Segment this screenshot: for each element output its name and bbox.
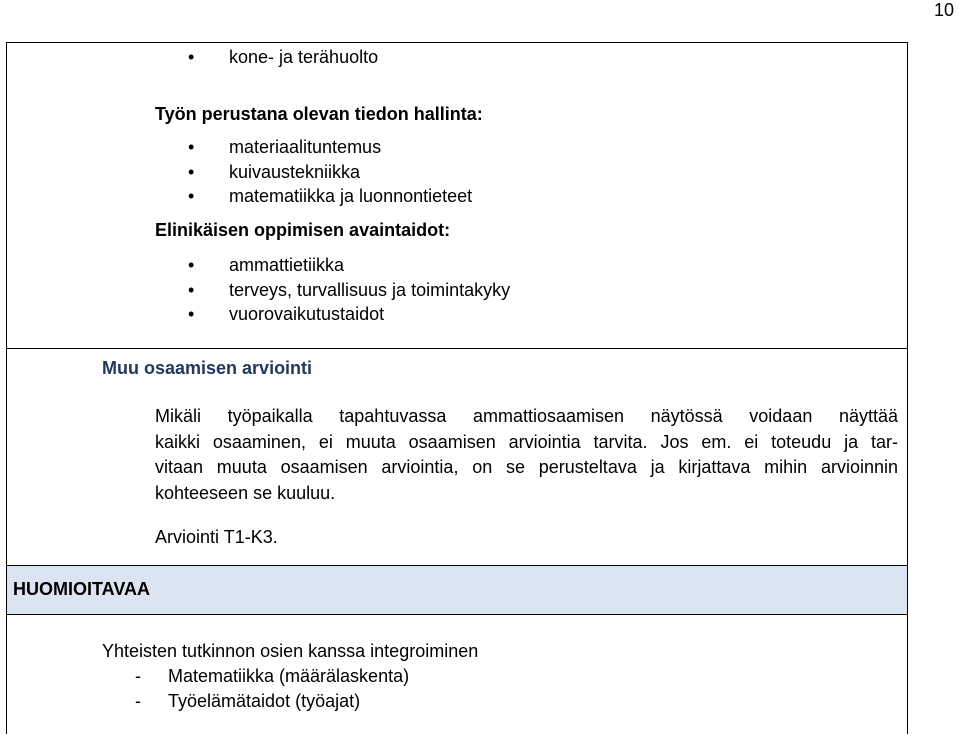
heading-elinikainen: Elinikäisen oppimisen avaintaidot: <box>155 220 451 240</box>
section-title-muu-osaaminen: Muu osaamisen arviointi <box>102 358 313 378</box>
list-item: • terveys, turvallisuus ja toimintakyky <box>229 278 510 303</box>
paragraph-line: kohteeseen se kuuluu. <box>155 482 336 503</box>
list-item: • kuivaustekniikka <box>229 160 472 185</box>
elinikainen-bullet-list <box>229 253 510 327</box>
huomioitavaa-band <box>7 565 907 615</box>
list-item: • matematiikka ja luonnontieteet <box>229 184 472 209</box>
integration-list <box>135 664 409 713</box>
list-item: - Matematiikka (määrälaskenta) <box>135 664 409 689</box>
integration-intro: Yhteisten tutkinnon osien kanssa integroiminen <box>102 641 479 661</box>
list-item: - Työelämätaidot (työajat) <box>135 689 409 714</box>
paragraph-line: vitaan muuta osaamisen arviointia, on se perusteltava ja kirjattava mihin arvioinnin <box>155 457 898 477</box>
list-item: • ammattietiikka <box>229 253 510 278</box>
list-item: • materiaalituntemus <box>229 135 472 160</box>
top-bullet-list <box>229 45 378 70</box>
list-item: • kone- ja terähuolto <box>229 45 378 70</box>
paragraph-line: kaikki osaaminen, ei muuta osaamisen arviointia tarvita. Jos em. ei toteudu ja tar- <box>155 431 898 452</box>
huomioitavaa-label: HUOMIOITAVAA <box>13 579 150 599</box>
tieto-bullet-list <box>229 135 472 209</box>
paragraph-line: Mikäli työpaikalla tapahtuvassa ammattiosaamisen näytössä voidaan näyttää <box>155 406 898 426</box>
assessment-paragraph <box>155 404 898 506</box>
content-table <box>6 42 908 734</box>
heading-tieto: Työn perustana olevan tiedon hallinta: <box>155 104 483 124</box>
section-divider <box>7 348 907 349</box>
arviointi-text: Arviointi T1-K3. <box>155 527 278 547</box>
list-item: • vuorovaikutustaidot <box>229 302 510 327</box>
page-number: 10 <box>933 0 954 20</box>
